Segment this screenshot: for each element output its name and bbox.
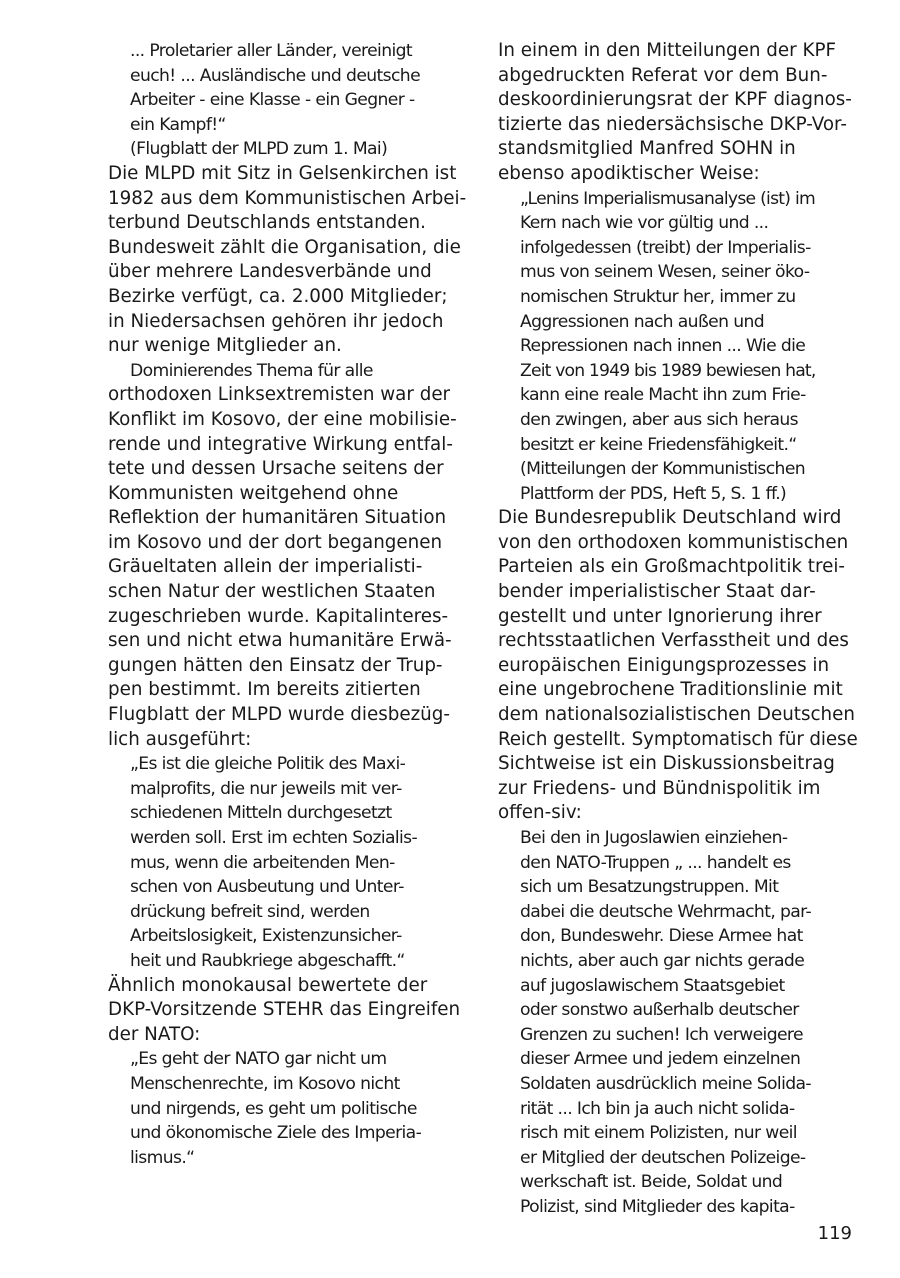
text-line: tizierte das niedersächsische DKP-Vor- (498, 113, 847, 135)
text-line: Bezirke verfügt, ca. 2.000 Mitglieder; (108, 285, 448, 307)
text-line: europäischen Einigungsprozesses in (498, 654, 830, 676)
text-line: den NATO-Truppen „ ... handelt es (520, 852, 791, 873)
text-line: Soldaten ausdrücklich meine Solida- (520, 1073, 811, 1094)
text-line: In einem in den Mitteilungen der KPF (498, 40, 837, 61)
text-line: Menschenrechte, im Kosovo nicht (130, 1073, 400, 1094)
text-line: drückung befreit sind, werden (130, 901, 370, 922)
text-line: nichts, aber auch gar nichts gerade (520, 950, 805, 971)
text-line: pen bestimmt. Im bereits zitierten (108, 679, 421, 701)
text-line: zugeschrieben wurde. Kapitalinteres- (108, 605, 449, 627)
text-line: rität ... Ich bin ja auch nicht solida- (520, 1098, 795, 1119)
text-line: Konflikt im Kosovo, der eine mobilisie- (108, 408, 457, 430)
text-line: werden soll. Erst im echten Sozialis- (130, 828, 418, 848)
text-line: Parteien als ein Großmachtpolitik trei- (498, 556, 845, 578)
text-line: „Es ist die gleiche Politik des Maxi- (130, 754, 406, 775)
text-line: Grenzen zu suchen! Ich verweigere (520, 1024, 803, 1045)
text-line: Arbeitslosigkeit, Existenzunsicher- (130, 926, 402, 947)
text-line: Kommunisten weitgehend ohne (108, 482, 399, 504)
text-line: dabei die deutsche Wehrmacht, par- (520, 901, 812, 922)
text-line: Reflektion der humanitären Situation (108, 507, 447, 529)
text-line: den zwingen, aber aus sich heraus (520, 409, 799, 430)
text-line: Ähnlich monokausal bewertete der (108, 974, 428, 996)
text-line: von den orthodoxen kommunistischen (498, 531, 849, 553)
text-line: malprofits, die nur jeweils mit ver- (130, 778, 402, 799)
text-line: Bundesweit zählt die Organisation, die (108, 236, 461, 258)
text-line: Zeit von 1949 bis 1989 bewiesen hat, (520, 360, 816, 381)
text-line: euch! ... Ausländische und deutsche (130, 65, 421, 86)
text-line: abgedruckten Referat vor dem Bun- (498, 64, 828, 86)
right-text-column (498, 39, 858, 1220)
text-line: „Lenins Imperialismusanalyse (ist) im (520, 188, 815, 209)
text-line: orthodoxen Linksextremisten war der (108, 384, 451, 406)
text-line: Plattform der PDS, Heft 5, S. 1 ff.) (520, 483, 787, 504)
text-line: Sichtweise ist ein Diskussionsbeitrag (498, 753, 835, 775)
text-line: besitzt er keine Friedensfähigkeit.“ (520, 434, 797, 455)
text-line: (Flugblatt der MLPD zum 1. Mai) (130, 139, 388, 160)
text-line: nur wenige Mitglieder an. (108, 335, 342, 357)
text-line: 1982 aus dem Kommunistischen Arbei- (108, 187, 467, 209)
text-line: terbund Deutschlands entstanden. (108, 212, 426, 234)
text-line: heit und Raubkriege abgeschafft.“ (130, 950, 405, 971)
text-line: DKP-Vorsitzende STEHR das Eingreifen (108, 999, 461, 1021)
text-line: bender imperialistischer Staat dar- (498, 581, 816, 603)
text-line: Arbeiter - eine Klasse - ein Gegner - (130, 90, 415, 111)
text-line: der NATO: (108, 1023, 201, 1045)
text-line: dem nationalsozialistischen Deutschen (498, 704, 855, 726)
text-line: er Mitglied der deutschen Polizeige- (520, 1147, 806, 1168)
text-line: auf jugoslawischem Staatsgebiet (520, 975, 785, 996)
text-line: standsmitglied Manfred SOHN in (498, 138, 796, 160)
text-line: mus, wenn die arbeitenden Men- (130, 852, 395, 873)
text-line: Polizist, sind Mitglieder des kapita- (520, 1196, 795, 1217)
text-line: werkschaft ist. Beide, Soldat und (520, 1172, 783, 1193)
text-line: schen von Ausbeutung und Unter- (130, 877, 404, 898)
text-line: ... Proletarier aller Länder, vereinigt (130, 41, 412, 61)
text-line: sen und nicht etwa humanitäre Erwä- (108, 630, 452, 652)
text-line: rende und integrative Wirkung entfal- (108, 433, 453, 455)
text-line: lismus.“ (130, 1147, 195, 1168)
text-line: dieser Armee und jedem einzelnen (520, 1049, 801, 1070)
text-line: Kern nach wie vor gültig und ... (520, 213, 769, 234)
text-line: im Kosovo und der dort begangenen (108, 531, 443, 553)
text-line: don, Bundeswehr. Diese Armee hat (520, 926, 803, 947)
text-line: zur Friedens- und Bündnispolitik im (498, 777, 821, 799)
text-line: sich um Besatzungstruppen. Mit (520, 877, 779, 898)
text-line: ebenso apodiktischer Weise: (498, 162, 760, 184)
text-line: Dominierendes Thema für alle (130, 360, 373, 381)
text-line: gungen hätten den Einsatz der Trup- (108, 654, 443, 676)
text-line: eine ungebrochene Traditionslinie mit (498, 679, 843, 701)
text-line: „Es geht der NATO gar nicht um (130, 1049, 387, 1070)
text-line: Aggressionen nach außen und (520, 311, 764, 332)
text-line: oder sonstwo außerhalb deutscher (520, 1000, 799, 1021)
text-line: tete und dessen Ursache seitens der (108, 458, 444, 480)
text-line: Bei den in Jugoslawien einziehen- (520, 828, 788, 848)
text-line: gestellt und unter Ignorierung ihrer (498, 605, 822, 627)
text-line: mus von seinem Wesen, seiner öko- (520, 262, 810, 283)
text-line: schen Natur der westlichen Staaten (108, 581, 436, 603)
text-line: offen-siv: (498, 802, 582, 824)
text-line: Repressionen nach innen ... Wie die (520, 336, 806, 357)
text-line: ein Kampf!“ (130, 114, 226, 135)
page-number: 119 (817, 1223, 852, 1244)
text-line: Die MLPD mit Sitz in Gelsenkirchen ist (108, 162, 457, 184)
text-line: (Mitteilungen der Kommunistischen (520, 459, 806, 480)
text-line: in Niedersachsen gehören ihr jedoch (108, 310, 444, 332)
text-line: infolgedessen (treibt) der Imperialis- (520, 237, 811, 258)
text-line: Gräueltaten allein der imperialisti- (108, 556, 423, 578)
text-line: risch mit einem Polizisten, nur weil (520, 1123, 797, 1144)
text-line: über mehrere Landesverbände und (108, 261, 432, 283)
text-line: deskoordinierungsrat der KPF diagnos- (498, 89, 852, 111)
text-line: und nirgends, es geht um politische (130, 1098, 417, 1119)
text-line: kann eine reale Macht ihn zum Frie- (520, 385, 806, 406)
left-text-column (108, 39, 466, 1170)
text-line: schiedenen Mitteln durchgesetzt (130, 803, 392, 824)
text-line: und ökonomische Ziele des Imperia- (130, 1123, 422, 1144)
text-line: Flugblatt der MLPD wurde diesbezüg- (108, 704, 450, 726)
text-line: lich ausgeführt: (108, 728, 252, 750)
text-line: Reich gestellt. Symptomatisch für diese (498, 728, 858, 750)
text-line: Die Bundesrepublik Deutschland wird (498, 507, 842, 529)
text-line: rechtsstaatlichen Verfasstheit und des (498, 630, 849, 652)
text-line: nomischen Struktur her, immer zu (520, 286, 796, 307)
